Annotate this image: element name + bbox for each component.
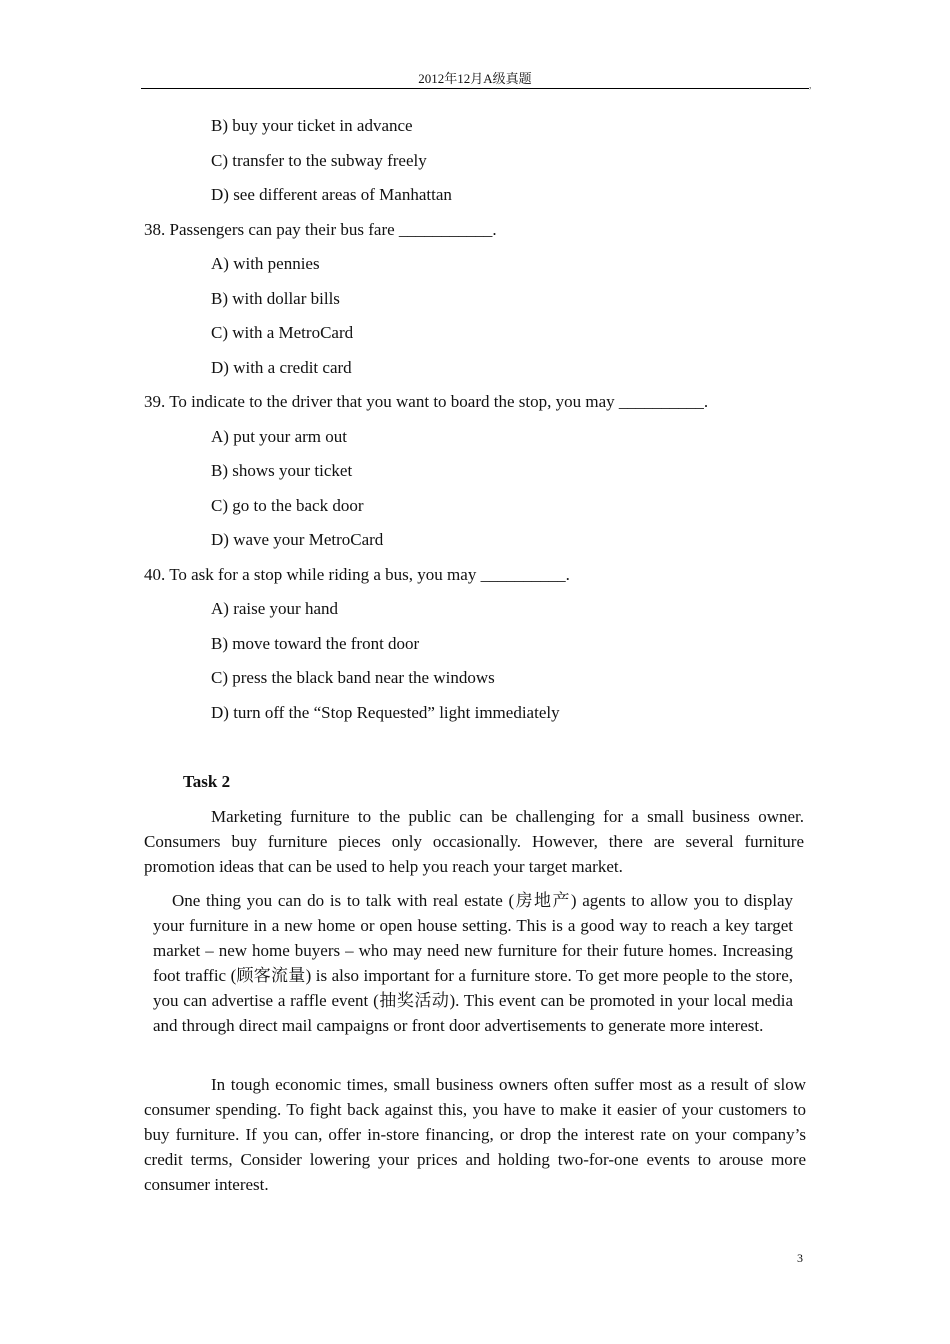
q39-option-b: B) shows your ticket	[211, 461, 353, 480]
q38-option-c: C) with a MetroCard	[211, 323, 354, 342]
task2-heading: Task 2	[183, 772, 231, 791]
task2-paragraph-3: In tough economic times, small business owners often suffer most as a result of slow consumer spending. To fight back against this, you have to make it easier of your customers to buy furniture. If you can, offer in-store financing, or drop the interest rate on your company’s credit terms, Consider lowering your prices and holding two-for-one events to arouse more consumer interest.	[144, 1075, 806, 1194]
q38-option-d: D) with a credit card	[211, 358, 352, 377]
q39-option-a: A) put your arm out	[211, 427, 347, 446]
page-number: 3	[797, 1251, 803, 1265]
q39-stem: 39. To indicate to the driver that you want to board the stop, you may __________.	[144, 392, 709, 411]
q40-stem: 40. To ask for a stop while riding a bus, you may __________.	[144, 565, 570, 584]
q38-option-b: B) with dollar bills	[211, 289, 340, 308]
header-mark: ,	[809, 80, 812, 91]
header-divider	[141, 88, 809, 89]
q40-option-b: B) move toward the front door	[211, 634, 420, 653]
q39-option-d: D) wave your MetroCard	[211, 530, 384, 549]
q38-option-a: A) with pennies	[211, 254, 320, 273]
q40-option-c: C) press the black band near the windows	[211, 668, 495, 687]
q40-option-d: D) turn off the “Stop Requested” light immediately	[211, 703, 560, 722]
page-header-title: 2012年12月A级真题	[418, 71, 532, 86]
q37-option-b: B) buy your ticket in advance	[211, 116, 413, 135]
q39-option-c: C) go to the back door	[211, 496, 364, 515]
q38-stem: 38. Passengers can pay their bus fare ___________.	[144, 220, 497, 239]
q40-option-a: A) raise your hand	[211, 599, 338, 618]
task2-paragraph-1: Marketing furniture to the public can be challenging for a small business owner. Consumers buy furniture pieces only occasionally. However, there are several furniture promotion ideas that can be used to help you reach your target market.	[144, 807, 804, 876]
q37-option-c: C) transfer to the subway freely	[211, 151, 427, 170]
q37-option-d: D) see different areas of Manhattan	[211, 185, 452, 204]
task2-paragraph-2: One thing you can do is to talk with real estate (房地产) agents to allow you to display your furniture in a new home or open house setting. This is a good way to reach a key target market – new home buyers – who may need new furniture for their future homes. Increasing foot traffic (顾客流量) is also important for a furniture store. To get more people to the store, you can advertise a raffle event (抽奖活动). This event can be promoted in your local media and through direct mail campaigns or front door advertisements to generate more interest.	[153, 891, 793, 1035]
